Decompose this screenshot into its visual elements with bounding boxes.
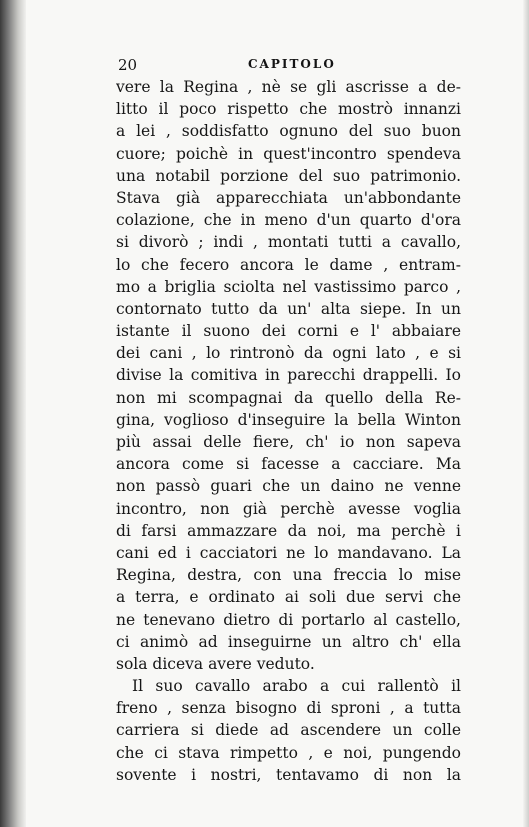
text-line: dei cani , lo rintronò da ogni lato , e si	[116, 344, 461, 363]
text-line: non mi scompagnai da quello della Re-	[116, 388, 461, 407]
text-line: più assai delle fiere, ch' io non sapeva	[116, 433, 461, 451]
text-line: colazione, che in meno d'un quarto d'ora	[116, 211, 461, 230]
text-line: contornato tutto da un' alta siepe. In un	[116, 299, 461, 318]
text-line: di farsi ammazzare da noi, ma perchè i	[116, 521, 461, 540]
text-line: vere la Regina , nè se gli ascrisse a de-	[116, 78, 461, 96]
text-line: gina, voglioso d'inseguire la bella Winton	[116, 410, 461, 429]
text-line: mo a briglia sciolta nel vastissimo parco ,	[116, 277, 461, 296]
text-line: sola diceva avere veduto.	[116, 654, 315, 673]
text-line: incontro, non già perchè avesse voglia	[116, 499, 461, 518]
text-line: cani ed i cacciatori ne lo mandavano. La	[116, 543, 461, 562]
page-header	[118, 56, 463, 76]
text-line: a terra, e ordinato ai soli due servi che	[116, 588, 461, 607]
text-line: ne tenevano dietro di portarlo al castello,	[116, 610, 461, 629]
running-head: CAPITOLO	[248, 57, 336, 71]
text-line: carriera si diede ad ascendere un colle	[116, 721, 461, 740]
text-line: Stava già apparecchiata un'abbondante	[116, 188, 461, 207]
text-line: una notabil porzione del suo patrimonio.	[116, 166, 461, 185]
text-line: ci animò ad inseguirne un altro ch' ella	[116, 632, 461, 651]
text-line: ancora come si facesse a cacciare. Ma	[116, 455, 461, 474]
text-line: freno , senza bisogno di sproni , a tutta	[116, 699, 461, 718]
text-line: Il suo cavallo arabo a cui rallentò il	[132, 677, 461, 696]
page-edge	[523, 0, 529, 827]
text-line: lo che fecero ancora le dame , entram-	[116, 255, 461, 274]
text-line: sovente i nostri, tentavamo di non la	[116, 765, 461, 784]
text-line: non passò guari che un daino ne venne	[116, 477, 461, 496]
page-number: 20	[118, 56, 138, 74]
body-text	[116, 76, 461, 786]
text-line: che ci stava rimpetto , e noi, pungendo	[116, 743, 461, 762]
text-line: litto il poco rispetto che mostrò innanzi	[116, 100, 461, 119]
text-line: istante il suono dei corni e l' abbaiare	[116, 322, 461, 341]
text-line: si divorò ; indi , montati tutti a cavallo,	[116, 233, 461, 252]
binding-shadow	[0, 0, 26, 827]
text-line: cuore; poichè in quest'incontro spendeva	[116, 144, 461, 163]
text-line: divise la comitiva in parecchi drappelli. Io	[116, 366, 461, 385]
text-line: a lei , soddisfatto ognuno del suo buon	[116, 122, 461, 141]
text-line: Regina, destra, con una freccia lo mise	[116, 566, 461, 585]
